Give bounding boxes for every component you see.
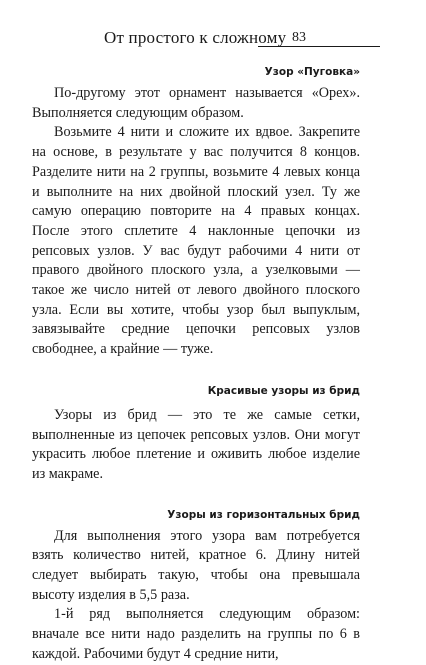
section-heading-horizontal-brid: Узоры из горизонтальных брид — [167, 508, 360, 521]
paragraph: Для выполнения этого узора вам потребуется взять количество нитей, кратное 6. Длину нитей следует выбирать такую, чтобы она превышала высоту изделия в 5,5 раза. — [32, 527, 360, 603]
paragraph: По-другому этот орнамент называется «Орех». Выполняется следующим образом. — [32, 85, 360, 121]
running-header-title: От простого к сложному — [104, 28, 287, 47]
section-heading-pugovka: Узор «Пуговка» — [264, 66, 360, 78]
page-number: 83 — [292, 30, 306, 45]
section-heading-brid: Красивые узоры из брид — [207, 384, 360, 397]
paragraph: Узоры из брид — это те же самые сетки, выполненные из цепочек репсовых узлов. Они могут украсить любое плетение и оживить любое изделие из макраме. — [32, 406, 360, 482]
page-body — [32, 62, 360, 665]
paragraph: Возьмите 4 нити и сложите их вдвое. Закрепите на основе, в результате у вас получится 8 концов. Разделите нити на 2 группы, возьмите 4 левых конца и выполните на них двойной плоский узел. Ту же самую операцию повторите на 4 правых концах. После этого сплетите 4 наклонные цепочки из репсовых узлов. У вас будут рабочими 4 нити от правого двойного плоского узла, а узелковыми — такое же число нитей от левого двойного плоского узла. Если вы хотите, чтобы узор был выпуклым, завязывайте средние цепочки репсовых узлов свободнее, а крайние — туже. — [32, 124, 360, 358]
header-rule — [258, 46, 380, 47]
paragraph: 1-й ряд выполняется следующим образом: вначале все нити надо разделить на группы по 6 в каждой. Рабочими будут 4 средние нити, — [32, 606, 360, 662]
running-header — [0, 28, 426, 52]
